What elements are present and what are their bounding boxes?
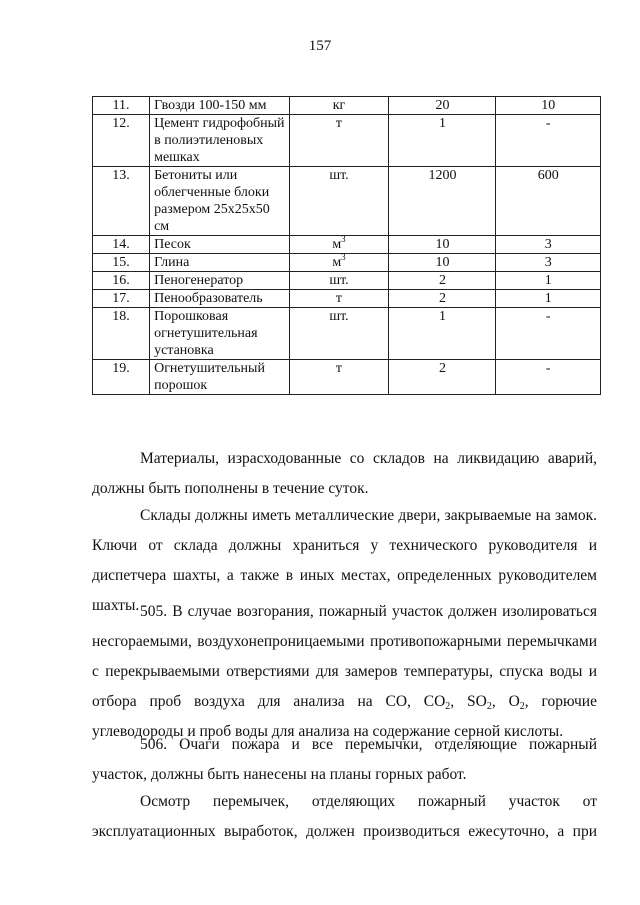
paragraph-505-text-c: , O: [491, 693, 520, 710]
table-row: [93, 272, 601, 290]
row-quantity-1-text: 10: [435, 237, 450, 252]
row-number-text: 19.: [112, 361, 130, 376]
table-row: [93, 236, 601, 254]
row-unit-text: т: [335, 291, 343, 306]
row-number-text: 18.: [112, 309, 130, 324]
so2-subscript: 2: [486, 701, 492, 712]
row-number: [93, 97, 150, 115]
row-unit: [289, 236, 389, 254]
row-number: [93, 236, 150, 254]
row-number: [93, 115, 150, 167]
materials-table: [92, 96, 601, 395]
table-row: [93, 308, 601, 360]
row-quantity-2-text: -: [545, 309, 551, 324]
row-unit-text: т: [335, 116, 343, 131]
row-quantity-2: [496, 308, 601, 360]
row-unit: [289, 290, 389, 308]
row-name-text: Гвозди 100-150 мм: [154, 98, 267, 113]
row-name: [150, 272, 289, 290]
paragraph-506: 506. Очаги пожара и все перемычки, отделяющие пожарный участок, должны быть нанесены на планы горных работ.: [92, 736, 597, 783]
row-quantity-1: [389, 97, 496, 115]
row-number-text: 14.: [112, 237, 130, 252]
row-quantity-2-text: 3: [544, 255, 552, 270]
row-name-text: Пенообразователь: [154, 291, 263, 306]
row-quantity-2: [496, 115, 601, 167]
row-unit: [289, 167, 389, 236]
row-quantity-2-text: 600: [537, 168, 559, 183]
co2-subscript: 2: [445, 701, 451, 712]
row-quantity-1-text: 2: [438, 291, 446, 306]
row-name-text: Пеногенератор: [154, 273, 244, 288]
row-name-text: Порошковая огнетушительная установка: [154, 309, 258, 358]
row-quantity-1: [389, 167, 496, 236]
row-name-text: Цемент гидрофобный в полиэтиленовых мешках: [154, 116, 285, 165]
row-unit: [289, 97, 389, 115]
table-row: [93, 360, 601, 395]
row-unit-text: т: [335, 361, 343, 376]
paragraph-materials: Материалы, израсходованные со складов на ликвидацию аварий, должны быть пополнены в течение суток.: [92, 450, 597, 497]
unit-superscript: 3: [341, 234, 346, 244]
row-name: [150, 254, 289, 272]
table-row: [93, 254, 601, 272]
row-number-text: 11.: [112, 98, 130, 113]
row-quantity-1: [389, 308, 496, 360]
row-name: [150, 97, 289, 115]
row-quantity-2-text: -: [545, 361, 551, 376]
row-number-text: 17.: [112, 291, 130, 306]
table-row: [93, 97, 601, 115]
row-quantity-1: [389, 236, 496, 254]
row-name-text: Песок: [154, 237, 191, 252]
row-number: [93, 254, 150, 272]
row-quantity-2-text: 1: [544, 273, 552, 288]
row-number: [93, 167, 150, 236]
row-quantity-2-text: -: [545, 116, 551, 131]
paragraph-505-text-b: , SO: [450, 693, 487, 710]
row-number: [93, 360, 150, 395]
row-quantity-1-text: 10: [435, 255, 450, 270]
paragraph-inspection: Осмотр перемычек, отделяющих пожарный участок от эксплуатационных выработок, должен производиться ежесуточно, а при: [92, 793, 597, 840]
row-quantity-1: [389, 290, 496, 308]
paragraph-storage-doors: Склады должны иметь металлические двери, закрываемые на замок. Ключи от склада должны храниться у технического руководителя и диспетчера шахты, а также в иных местах, определенных руководителем шахты.: [92, 507, 597, 614]
row-unit-text: м: [332, 237, 342, 252]
row-quantity-1: [389, 254, 496, 272]
table-row: [93, 115, 601, 167]
paragraph-505: [92, 597, 597, 747]
row-quantity-2-text: 1: [544, 291, 552, 306]
row-unit-text: м: [332, 255, 342, 270]
row-unit-text: шт.: [329, 273, 349, 288]
row-quantity-1: [389, 360, 496, 395]
row-quantity-1-text: 20: [435, 98, 450, 113]
row-unit: [289, 254, 389, 272]
row-name-text: Огнетушительный порошок: [154, 361, 265, 393]
row-number-text: 15.: [112, 255, 130, 270]
row-name-text: Бетониты или облегченные блоки размером 25х25х50 см: [154, 168, 270, 234]
o2-subscript: 2: [519, 701, 525, 712]
row-unit: [289, 272, 389, 290]
row-quantity-1-text: 1: [438, 116, 446, 131]
row-quantity-2: [496, 360, 601, 395]
table-row: [93, 290, 601, 308]
row-quantity-2: [496, 272, 601, 290]
row-quantity-1: [389, 272, 496, 290]
row-quantity-2-text: 3: [544, 237, 552, 252]
row-unit: [289, 115, 389, 167]
row-name-text: Глина: [154, 255, 190, 270]
row-unit-text: шт.: [329, 168, 349, 183]
row-quantity-2: [496, 290, 601, 308]
row-quantity-1-text: 1200: [428, 168, 457, 183]
row-name: [150, 115, 289, 167]
row-quantity-2: [496, 254, 601, 272]
paragraph-505-text-d: , горючие углеводороды и проб воды для анализа на содержание серной кислоты.: [92, 693, 597, 740]
row-quantity-2: [496, 236, 601, 254]
row-number-text: 12.: [112, 116, 130, 131]
paragraph-505-text-a: 505. В случае возгорания, пожарный участок должен изолироваться несгораемыми, воздухонепроницаемыми противопожарными перемычками с перекрываемыми отверстиями для замеров температуры, спуска воды и отбора проб воздуха для анализа на СО, СО: [92, 603, 597, 710]
unit-superscript: 3: [341, 252, 346, 262]
row-number: [93, 272, 150, 290]
row-quantity-2: [496, 167, 601, 236]
row-number-text: 16.: [112, 273, 130, 288]
row-unit-text: кг: [332, 98, 346, 113]
row-unit: [289, 308, 389, 360]
row-name: [150, 290, 289, 308]
row-quantity-1: [389, 115, 496, 167]
row-name: [150, 360, 289, 395]
row-quantity-1-text: 2: [438, 361, 446, 376]
row-name: [150, 167, 289, 236]
row-number: [93, 308, 150, 360]
row-quantity-2: [496, 97, 601, 115]
row-quantity-1-text: 1: [438, 309, 446, 324]
row-number: [93, 290, 150, 308]
table-row: [93, 167, 601, 236]
row-name: [150, 236, 289, 254]
row-unit: [289, 360, 389, 395]
row-quantity-2-text: 10: [541, 98, 556, 113]
row-unit-text: шт.: [329, 309, 349, 324]
row-number-text: 13.: [112, 168, 130, 183]
row-name: [150, 308, 289, 360]
row-quantity-1-text: 2: [438, 273, 446, 288]
page-number: 157: [308, 38, 332, 54]
